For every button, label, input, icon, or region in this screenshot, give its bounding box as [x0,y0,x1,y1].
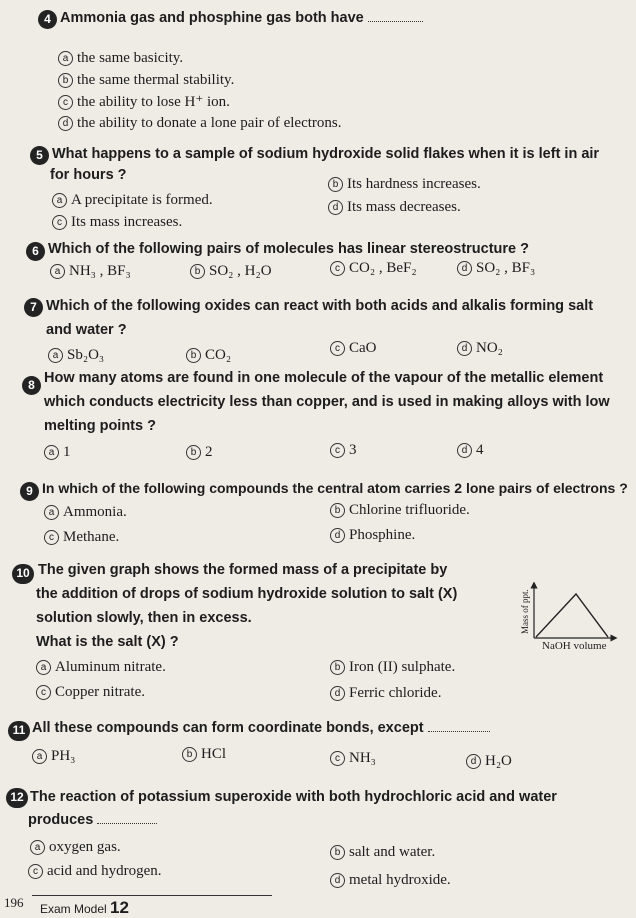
option-c[interactable]: c acid and hydrogen. [28,861,162,881]
question-number: 4 [38,10,57,29]
option-d[interactable]: d NO₂ [457,338,503,358]
question-number: 7 [24,298,43,317]
graph-y-label: Mass of ppt. [520,589,530,634]
option-c[interactable]: c NH₃ [330,748,376,768]
question-number: 9 [20,482,39,501]
footer-divider [32,895,272,896]
option-d[interactable]: d metal hydroxide. [330,870,451,890]
question-stem: All these compounds can form coordinate bonds, except [32,716,490,740]
question-stem: In which of the following compounds the central atom carries 2 lone pairs of electrons ? [42,480,628,496]
option-b[interactable]: b the same thermal stability. [58,70,234,90]
question-stem: Ammonia gas and phosphine gas both have [60,6,423,30]
option-d[interactable]: d H₂O [466,751,512,771]
question-stem-line1: How many atoms are found in one molecule of the vapour of the metallic element [44,370,604,386]
question-stem-line2: the addition of drops of sodium hydroxide solution to salt (X) [36,586,458,602]
option-c[interactable]: c CaO [330,338,377,358]
question-stem-line1: Which of the following oxides can react with both acids and alkalis forming salt [46,298,594,314]
question-stem-line3: solution slowly, then in excess. [36,610,252,626]
question-stem-line4: What is the salt (X) ? [36,634,179,650]
option-c[interactable]: c Its mass increases. [52,212,182,232]
question-stem-line1: The reaction of potassium superoxide with both hydrochloric acid and water [30,789,557,805]
option-c[interactable]: c 3 [330,440,357,460]
option-b[interactable]: b Iron (II) sulphate. [330,657,455,677]
question-stem: Which of the following pairs of molecules has linear stereostructure ? [48,241,529,257]
question-number: 12 [6,788,28,808]
question-stem-line2: and water ? [46,322,127,338]
question-stem-line2: which conducts electricity less than copper, and is used in making alloys with low [44,394,610,410]
graph-svg [518,582,618,642]
option-d[interactable]: d 4 [457,440,484,460]
option-d[interactable]: d the ability to donate a lone pair of electrons. [58,113,342,133]
option-a[interactable]: a Ammonia. [44,502,127,522]
option-d[interactable]: d Phosphine. [330,525,415,545]
option-d[interactable]: d Ferric chloride. [330,683,441,703]
option-a[interactable]: a NH₃ , BF₃ [50,261,131,281]
exam-model-label: Exam Model 12 [40,898,129,917]
option-b[interactable]: b SO₂ , H₂O [190,261,272,281]
option-b[interactable]: b CO₂ [186,345,231,365]
option-a[interactable]: a the same basicity. [58,48,183,68]
question-number: 11 [8,721,30,741]
option-b[interactable]: b Chlorine trifluoride. [330,500,470,520]
option-a[interactable]: a 1 [44,442,71,462]
graph-x-label: NaOH volume [542,640,607,652]
question-stem-line2: for hours ? [50,167,127,183]
page-number: 196 [4,895,24,910]
option-a[interactable]: a Sb₂O₃ [48,345,104,365]
option-c[interactable]: c Copper nitrate. [36,682,145,702]
option-a[interactable]: a A precipitate is formed. [52,190,213,210]
option-a[interactable]: a oxygen gas. [30,837,121,857]
question-stem-line2: produces [28,808,157,832]
option-d[interactable]: d SO₂ , BF₃ [457,258,535,278]
precipitate-curve [536,594,608,637]
option-b[interactable]: b HCl [182,744,226,764]
question-number: 6 [26,242,45,261]
option-b[interactable]: b Its hardness increases. [328,174,481,194]
question-stem-line3: melting points ? [44,418,156,434]
question-number: 5 [30,146,49,165]
option-b[interactable]: b 2 [186,442,213,462]
question-stem-line1: What happens to a sample of sodium hydroxide solid flakes when it is left in air [52,146,600,162]
option-c[interactable]: c the ability to lose H⁺ ion. [58,92,230,112]
precipitate-graph [518,582,618,654]
option-b[interactable]: b salt and water. [330,842,435,862]
option-d[interactable]: d Its mass decreases. [328,197,461,217]
question-number: 10 [12,564,34,584]
question-stem-line1: The given graph shows the formed mass of a precipitate by [38,562,448,578]
option-a[interactable]: a Aluminum nitrate. [36,657,166,677]
option-c[interactable]: c CO₂ , BeF₂ [330,258,417,278]
option-c[interactable]: c Methane. [44,527,119,547]
option-a[interactable]: a PH₃ [32,746,75,766]
question-number: 8 [22,376,41,395]
